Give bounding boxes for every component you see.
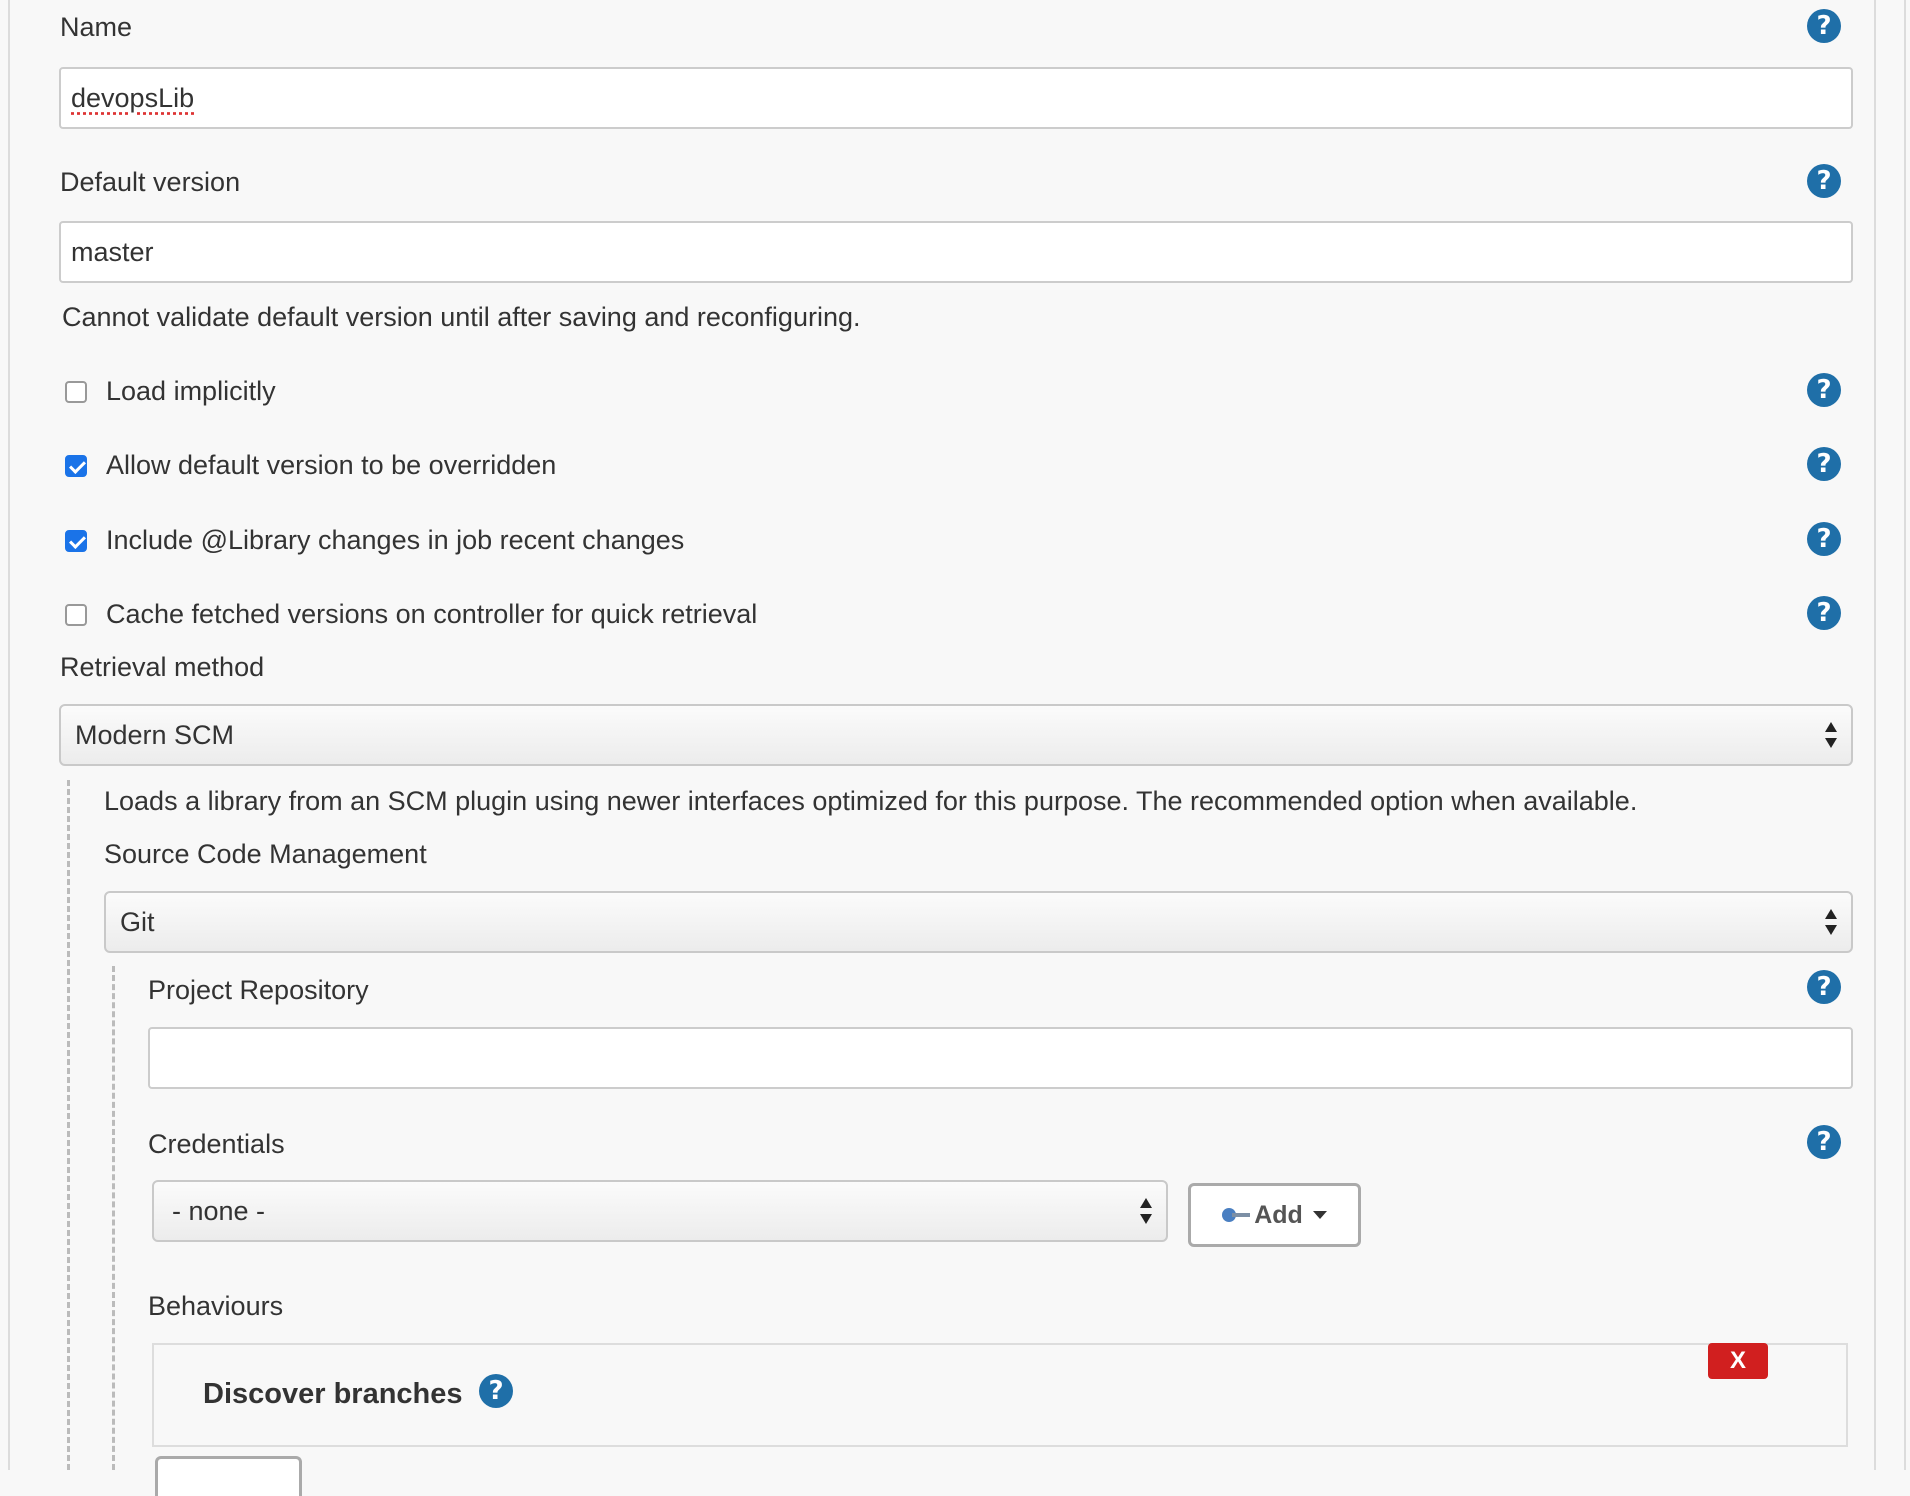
caret-down-icon xyxy=(1313,1211,1327,1219)
default-version-input[interactable] xyxy=(59,221,1853,283)
cache-versions-checkbox[interactable] xyxy=(65,604,87,626)
select-arrows-icon xyxy=(1825,909,1837,935)
project-repository-help-icon[interactable]: ? xyxy=(1807,970,1841,1004)
include-library-changes-checkbox[interactable] xyxy=(65,530,87,552)
name-label: Name xyxy=(60,12,133,42)
cache-versions-help-icon[interactable]: ? xyxy=(1807,596,1841,630)
add-behaviour-button[interactable] xyxy=(155,1456,302,1496)
scm-value: Git xyxy=(120,906,155,937)
allow-override-help-icon[interactable]: ? xyxy=(1807,447,1841,481)
project-repository-input[interactable] xyxy=(148,1027,1853,1089)
load-implicitly-help-icon[interactable]: ? xyxy=(1807,373,1841,407)
load-implicitly-label: Load implicitly xyxy=(106,376,276,406)
scm-label: Source Code Management xyxy=(104,839,427,869)
scm-nesting-line xyxy=(112,966,115,1470)
cache-versions-label: Cache fetched versions on controller for quick retrieval xyxy=(106,599,758,629)
page-left-border xyxy=(8,0,10,1470)
retrieval-method-value: Modern SCM xyxy=(75,719,235,750)
remove-behaviour-button[interactable]: X xyxy=(1708,1343,1768,1379)
scm-select[interactable] xyxy=(104,891,1853,953)
name-input[interactable] xyxy=(59,67,1853,129)
retrieval-method-select[interactable] xyxy=(59,704,1853,766)
page-right-border xyxy=(1874,0,1876,1470)
allow-override-label: Allow default version to be overridden xyxy=(106,450,557,480)
load-implicitly-checkbox[interactable] xyxy=(65,381,87,403)
default-version-value: master xyxy=(71,236,154,267)
name-input-value: devopsLib xyxy=(71,82,195,113)
retrieval-description: Loads a library from an SCM plugin using newer interfaces optimized for this purpose. The recommended option when available. xyxy=(104,786,1638,816)
include-library-changes-help-icon[interactable]: ? xyxy=(1807,522,1841,556)
credentials-value: - none - xyxy=(172,1195,266,1226)
name-help-icon[interactable]: ? xyxy=(1807,9,1841,43)
key-icon xyxy=(1222,1207,1252,1223)
discover-branches-help-icon[interactable]: ? xyxy=(479,1374,513,1408)
allow-override-checkbox[interactable] xyxy=(65,455,87,477)
default-version-hint: Cannot validate default version until after saving and reconfiguring. xyxy=(62,302,861,332)
add-credentials-button[interactable] xyxy=(1188,1183,1361,1247)
behaviours-label: Behaviours xyxy=(148,1291,284,1321)
add-credentials-label: Add xyxy=(1254,1200,1303,1229)
credentials-help-icon[interactable]: ? xyxy=(1807,1125,1841,1159)
select-arrows-icon xyxy=(1825,722,1837,748)
discover-branches-panel xyxy=(152,1343,1848,1447)
credentials-label: Credentials xyxy=(148,1129,285,1159)
credentials-select[interactable] xyxy=(152,1180,1168,1242)
discover-branches-title: Discover branches xyxy=(203,1378,463,1410)
scroll-gutter-border xyxy=(1904,0,1906,1470)
retrieval-method-label: Retrieval method xyxy=(60,652,265,682)
default-version-label: Default version xyxy=(60,167,241,197)
project-repository-label: Project Repository xyxy=(148,975,369,1005)
select-arrows-icon xyxy=(1140,1198,1152,1224)
default-version-help-icon[interactable]: ? xyxy=(1807,164,1841,198)
retrieval-nesting-line xyxy=(67,780,70,1470)
include-library-changes-label: Include @Library changes in job recent changes xyxy=(106,525,685,555)
